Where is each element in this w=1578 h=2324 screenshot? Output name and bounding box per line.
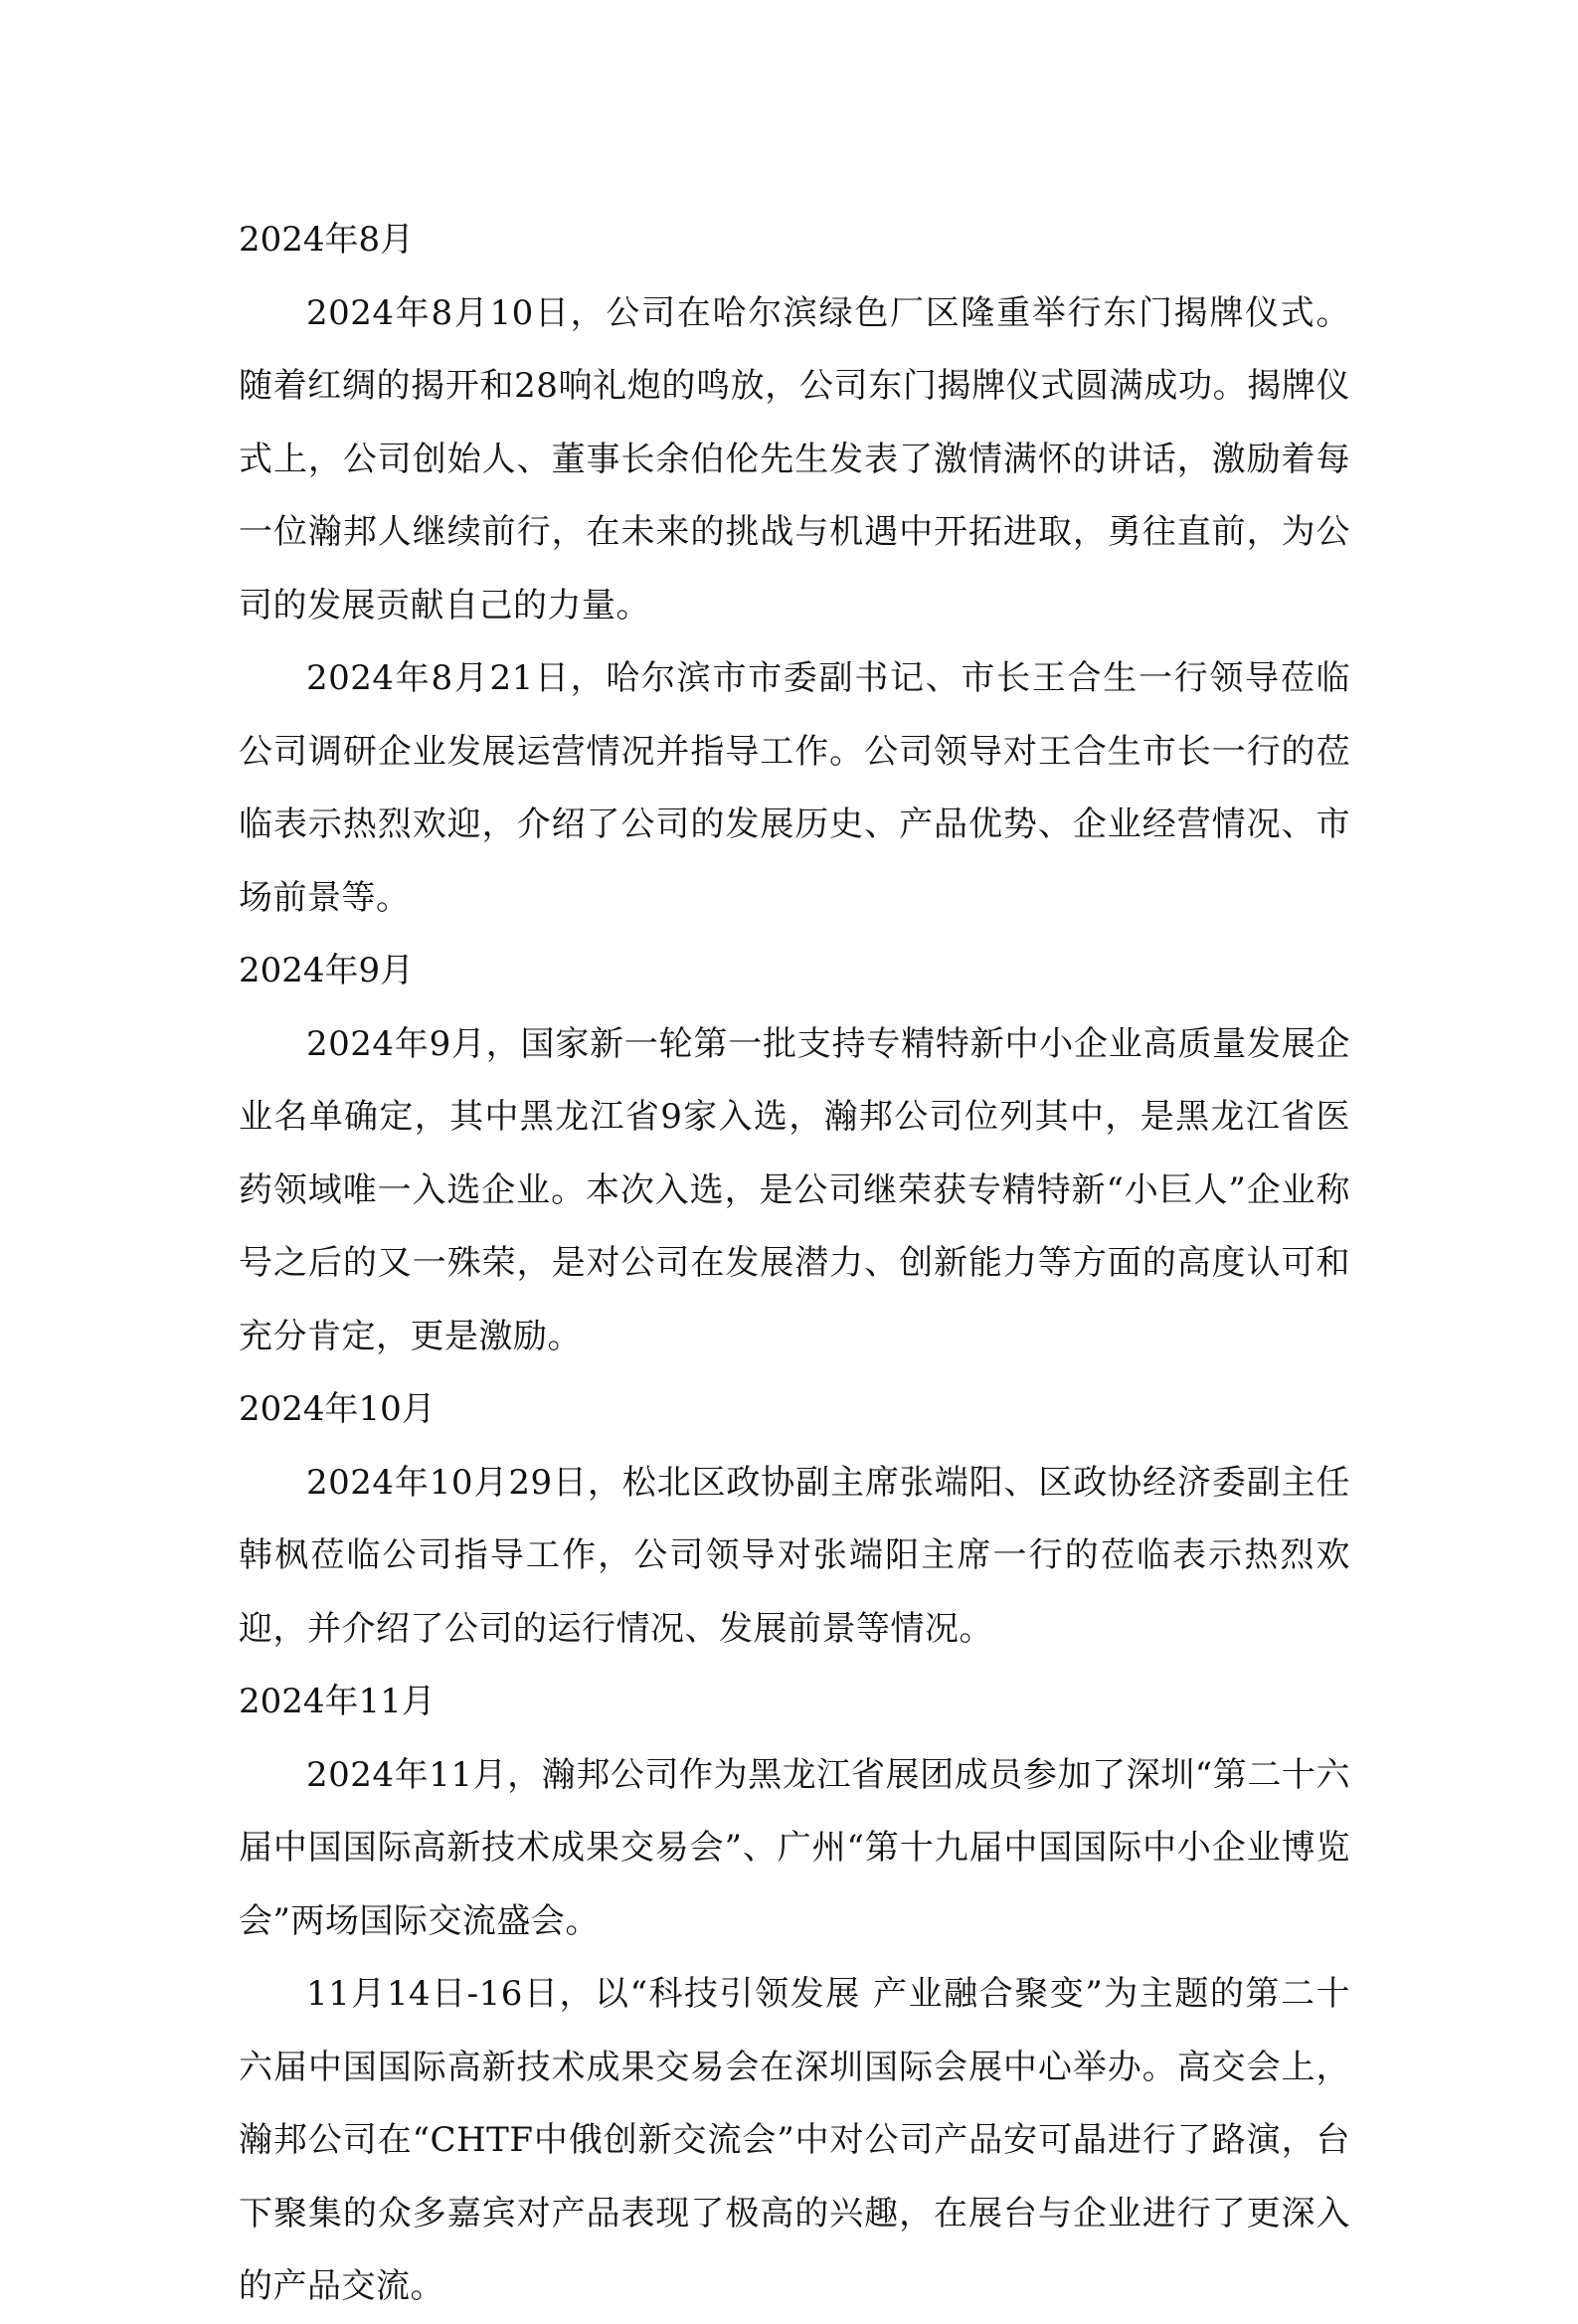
- section-2024-08: [239, 204, 1350, 935]
- paragraph: 2024年8月10日，公司在哈尔滨绿色厂区隆重举行东门揭牌仪式。随着红绸的揭开和28响礼炮的鸣放，公司东门揭牌仪式圆满成功。揭牌仪式上，公司创始人、董事长余伯伦先生发表了激情满怀的讲话，激励着每一位瀚邦人继续前行，在未来的挑战与机遇中开拓进取，勇往直前，为公司的发展贡献自己的力量。: [239, 292, 1350, 626]
- document-body: [239, 204, 1350, 2324]
- paragraph: 2024年8月21日，哈尔滨市市委副书记、市长王合生一行领导莅临公司调研企业发展运营情况并指导工作。公司领导对王合生市长一行的莅临表示热烈欢迎，介绍了公司的发展历史、产品优势、企业经营情况、市场前景等。: [239, 658, 1350, 918]
- section-heading: 2024年11月: [239, 1682, 436, 1721]
- paragraph: 11月14日-16日，以“科技引领发展 产业融合聚变”为主题的第二十六届中国国际高新技术成果交易会在深圳国际会展中心举办。高交会上，瀚邦公司在“CHTF中俄创新交流会”中对公司产品安可晶进行了路演，台下聚集的众多嘉宾对产品表现了极高的兴趣，在展台与企业进行了更深入的产品交流。: [239, 1974, 1350, 2306]
- section-2024-10: [239, 1373, 1350, 1666]
- paragraph: 2024年10月29日，松北区政协副主席张端阳、区政协经济委副主任韩枫莅临公司指导工作，公司领导对张端阳主席一行的莅临表示热烈欢迎，并介绍了公司的运行情况、发展前景等情况。: [239, 1462, 1350, 1649]
- section-heading: 2024年9月: [239, 951, 415, 990]
- paragraph: 2024年9月，国家新一轮第一批支持专精特新中小企业高质量发展企业名单确定，其中黑龙江省9家入选，瀚邦公司位列其中，是黑龙江省医药领域唯一入选企业。本次入选，是公司继荣获专精特新“小巨人”企业称号之后的又一殊荣，是对公司在发展潜力、创新能力等方面的高度认可和充分肯定，更是激励。: [239, 1023, 1350, 1356]
- section-heading: 2024年8月: [239, 220, 415, 260]
- section-2024-11: [239, 1666, 1350, 2324]
- section-2024-09: [239, 935, 1350, 1373]
- section-heading: 2024年10月: [239, 1389, 436, 1429]
- paragraph: 2024年11月，瀚邦公司作为黑龙江省展团成员参加了深圳“第二十六届中国国际高新技术成果交易会”、广州“第十九届中国国际中小企业博览会”两场国际交流盛会。: [239, 1754, 1350, 1941]
